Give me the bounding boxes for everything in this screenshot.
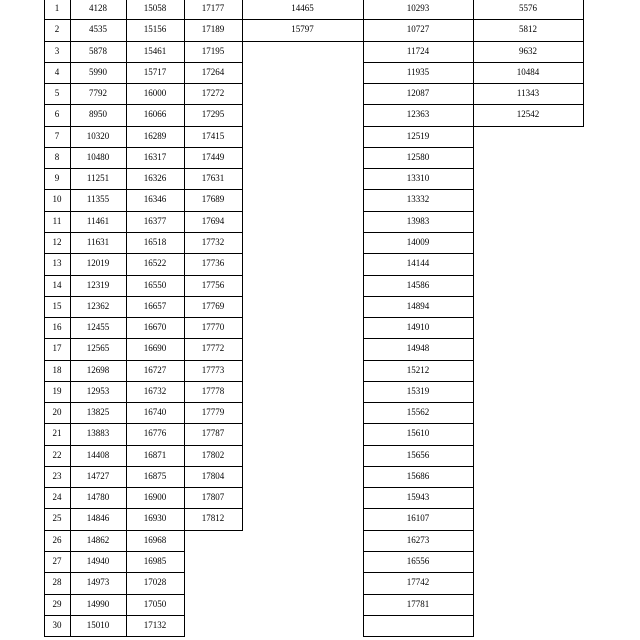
table-cell: 17778 — [201, 386, 225, 396]
column-border — [184, 0, 185, 531]
table-cell: 12363 — [406, 109, 430, 119]
table-cell: 10320 — [86, 131, 110, 141]
table-cell: 12565 — [86, 343, 110, 353]
table-cell: 12455 — [86, 322, 110, 332]
column-border — [583, 0, 584, 127]
table-cell: 12698 — [86, 365, 110, 375]
table-cell: 16107 — [406, 513, 430, 523]
table-cell: 12519 — [406, 131, 430, 141]
table-cell: 17732 — [201, 237, 225, 247]
row-index-cell: 6 — [54, 109, 60, 119]
row-index-cell: 20 — [52, 407, 62, 417]
table-cell: 14586 — [406, 280, 430, 290]
table-cell: 16985 — [143, 556, 167, 566]
table-cell: 13332 — [406, 194, 430, 204]
table-cell — [363, 615, 473, 636]
row-index-cell: 10 — [52, 194, 62, 204]
table-cell: 16732 — [143, 386, 167, 396]
table-cell: 17772 — [201, 343, 225, 353]
row-index-cell: 30 — [52, 620, 62, 630]
table-cell: 16556 — [406, 556, 430, 566]
table-cell: 16550 — [143, 280, 167, 290]
table-cell: 17295 — [201, 109, 225, 119]
table-cell: 13883 — [86, 428, 110, 438]
row-index-cell: 16 — [52, 322, 62, 332]
row-index-cell: 25 — [52, 513, 62, 523]
table-cell: 5812 — [519, 24, 537, 34]
column-border — [242, 0, 243, 42]
table-cell: 14144 — [406, 258, 430, 268]
table-cell: 16518 — [143, 237, 167, 247]
table-cell: 14940 — [86, 556, 110, 566]
table-cell: 17272 — [201, 88, 225, 98]
table-cell: 8950 — [89, 109, 107, 119]
table-cell: 4128 — [89, 3, 107, 13]
table-cell: 12953 — [86, 386, 110, 396]
table-cell: 17631 — [201, 173, 225, 183]
table-cell: 14408 — [86, 450, 110, 460]
table-cell: 17779 — [201, 407, 225, 417]
column-border — [70, 0, 71, 637]
row-index-cell: 27 — [52, 556, 62, 566]
table-cell: 15319 — [406, 386, 430, 396]
row-index-cell: 5 — [54, 88, 60, 98]
table-cell: 16657 — [143, 301, 167, 311]
table-cell: 12542 — [516, 109, 540, 119]
table-cell: 17449 — [201, 152, 225, 162]
column-border — [242, 0, 243, 531]
table-cell: 11461 — [86, 216, 110, 226]
table-cell: 17756 — [201, 280, 225, 290]
table-cell: 15562 — [406, 407, 430, 417]
table-cell: 15656 — [406, 450, 430, 460]
table-cell: 9632 — [519, 46, 537, 56]
table-cell: 12319 — [86, 280, 110, 290]
table-cell: 17415 — [201, 131, 225, 141]
table-cell: 17807 — [201, 492, 225, 502]
table-cell: 17189 — [201, 24, 225, 34]
table-cell: 11355 — [86, 194, 110, 204]
table-cell: 15943 — [406, 492, 430, 502]
row-index-cell: 26 — [52, 535, 62, 545]
table-cell: 15797 — [291, 24, 314, 34]
table-cell: 4535 — [89, 24, 107, 34]
row-border — [473, 126, 584, 127]
table-cell: 14465 — [291, 3, 314, 13]
table-cell: 17689 — [201, 194, 225, 204]
table-cell: 7792 — [89, 88, 107, 98]
table-cell: 16377 — [143, 216, 167, 226]
table-cell: 10484 — [516, 67, 540, 77]
row-index-cell: 13 — [52, 258, 62, 268]
table-cell: 16871 — [143, 450, 167, 460]
row-index-cell: 28 — [52, 577, 62, 587]
table-cell: 17742 — [406, 577, 430, 587]
table-cell: 17769 — [201, 301, 225, 311]
table-cell: 15156 — [143, 24, 167, 34]
table-cell: 14973 — [86, 577, 110, 587]
table-cell: 11935 — [406, 67, 430, 77]
table-cell: 16289 — [143, 131, 167, 141]
row-index-cell: 29 — [52, 599, 62, 609]
column-border — [126, 0, 127, 637]
table-cell: 11724 — [406, 46, 430, 56]
table-cell: 16066 — [143, 109, 167, 119]
row-index-cell: 22 — [52, 450, 62, 460]
table-cell: 17802 — [201, 450, 225, 460]
table-cell: 13310 — [406, 173, 430, 183]
table-cell: 14780 — [86, 492, 110, 502]
table-cell: 15010 — [86, 620, 110, 630]
table-cell: 12362 — [86, 301, 110, 311]
row-index-cell: 24 — [52, 492, 62, 502]
table-cell: 10480 — [86, 152, 110, 162]
row-index-cell: 15 — [52, 301, 62, 311]
table-cell: 15212 — [406, 365, 430, 375]
table-cell: 12580 — [406, 152, 430, 162]
table-cell: 15717 — [143, 67, 167, 77]
table-cell: 14727 — [86, 471, 110, 481]
table-cell: 17177 — [201, 3, 225, 13]
table-cell: 14948 — [406, 343, 430, 353]
table-cell: 17132 — [143, 620, 167, 630]
table-cell: 16000 — [143, 88, 167, 98]
row-index-cell: 18 — [52, 365, 62, 375]
row-border — [126, 636, 185, 637]
table-cell: 5576 — [519, 3, 537, 13]
row-index-cell: 19 — [52, 386, 62, 396]
column-border — [473, 0, 474, 127]
table-cell: 12019 — [86, 258, 110, 268]
table-cell: 16326 — [143, 173, 167, 183]
row-border — [242, 41, 364, 42]
table-cell: 14009 — [406, 237, 430, 247]
table-cell: 17736 — [201, 258, 225, 268]
column-border — [363, 0, 364, 637]
table-cell: 17781 — [406, 599, 430, 609]
table-cell: 17787 — [201, 428, 225, 438]
table-cell: 13983 — [406, 216, 430, 226]
table-cell: 16690 — [143, 343, 167, 353]
table-cell: 11631 — [86, 237, 110, 247]
table-cell: 17773 — [201, 365, 225, 375]
table-cell: 16968 — [143, 535, 167, 545]
row-index-cell: 12 — [52, 237, 62, 247]
table-cell: 15058 — [143, 3, 167, 13]
column-border — [44, 0, 45, 637]
table-cell: 16317 — [143, 152, 167, 162]
row-border — [44, 636, 71, 637]
table-cell: 10293 — [406, 3, 430, 13]
row-index-cell: 11 — [52, 216, 62, 226]
table-cell: 16273 — [406, 535, 430, 545]
row-index-cell: 9 — [54, 173, 60, 183]
table-cell: 16900 — [143, 492, 167, 502]
table-cell: 14894 — [406, 301, 430, 311]
row-index-cell: 3 — [54, 46, 60, 56]
table-cell: 10727 — [406, 24, 430, 34]
row-index-cell: 4 — [54, 67, 60, 77]
table-cell: 16670 — [143, 322, 167, 332]
table-cell: 14990 — [86, 599, 110, 609]
row-border — [70, 636, 127, 637]
table-cell: 17028 — [143, 577, 167, 587]
table-cell: 15686 — [406, 471, 430, 481]
table-cell: 14862 — [86, 535, 110, 545]
row-index-cell: 17 — [52, 343, 62, 353]
table-cell: 12087 — [406, 88, 430, 98]
table-cell: 17050 — [143, 599, 167, 609]
table-cell: 17804 — [201, 471, 225, 481]
row-index-cell: 2 — [54, 24, 60, 34]
table-cell: 15461 — [143, 46, 167, 56]
row-index-cell: 7 — [54, 131, 60, 141]
table-cell: 17694 — [201, 216, 225, 226]
row-index-cell: 14 — [52, 280, 62, 290]
table-cell: 14910 — [406, 322, 430, 332]
table-cell: 5878 — [89, 46, 107, 56]
row-border — [363, 636, 474, 637]
row-index-cell: 21 — [52, 428, 62, 438]
table-cell: 11251 — [86, 173, 110, 183]
table-cell: 15610 — [406, 428, 430, 438]
table-cell: 13825 — [86, 407, 110, 417]
row-index-cell: 23 — [52, 471, 62, 481]
table-cell: 11343 — [516, 88, 540, 98]
table-cell: 17770 — [201, 322, 225, 332]
table-cell: 5990 — [89, 67, 107, 77]
table-cell: 16875 — [143, 471, 167, 481]
table-cell: 17195 — [201, 46, 225, 56]
table-cell: 16930 — [143, 513, 167, 523]
row-index-cell: 8 — [54, 152, 60, 162]
table-cell: 17812 — [201, 513, 225, 523]
table-cell: 16522 — [143, 258, 167, 268]
row-index-cell: 1 — [54, 3, 60, 13]
table-cell: 16346 — [143, 194, 167, 204]
table-cell: 16776 — [143, 428, 167, 438]
table-cell: 16740 — [143, 407, 167, 417]
table-cell: 17264 — [201, 67, 225, 77]
table-cell: 14846 — [86, 513, 110, 523]
row-border — [184, 530, 243, 531]
table-cell: 16727 — [143, 365, 167, 375]
